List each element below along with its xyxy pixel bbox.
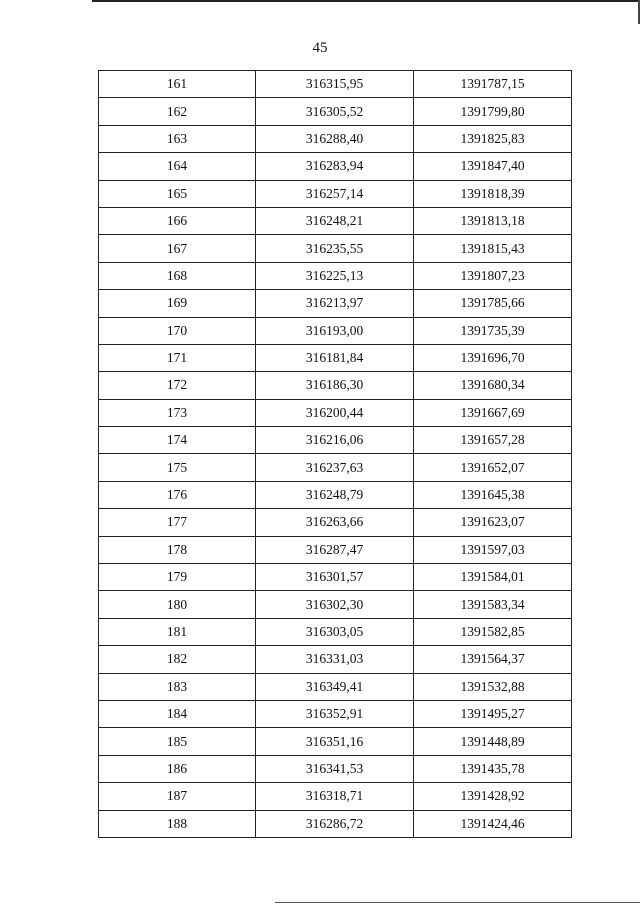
x-coordinate-cell: 316303,05 [256, 618, 414, 645]
point-number-cell: 161 [99, 71, 256, 98]
y-coordinate-cell: 1391424,46 [414, 810, 572, 837]
table-row [99, 618, 572, 645]
point-number-cell: 175 [99, 454, 256, 481]
scan-edge-bottom [275, 902, 640, 903]
x-coordinate-cell: 316351,16 [256, 728, 414, 755]
point-number-cell: 166 [99, 207, 256, 234]
x-coordinate-cell: 316302,30 [256, 591, 414, 618]
x-coordinate-cell: 316193,00 [256, 317, 414, 344]
point-number-cell: 170 [99, 317, 256, 344]
table-row [99, 180, 572, 207]
x-coordinate-cell: 316248,21 [256, 207, 414, 234]
point-number-cell: 168 [99, 262, 256, 289]
table-row [99, 290, 572, 317]
y-coordinate-cell: 1391657,28 [414, 427, 572, 454]
y-coordinate-cell: 1391696,70 [414, 344, 572, 371]
point-number-cell: 181 [99, 618, 256, 645]
table-row [99, 591, 572, 618]
y-coordinate-cell: 1391807,23 [414, 262, 572, 289]
point-number-cell: 188 [99, 810, 256, 837]
table-row [99, 481, 572, 508]
point-number-cell: 182 [99, 646, 256, 673]
x-coordinate-cell: 316286,72 [256, 810, 414, 837]
x-coordinate-cell: 316315,95 [256, 71, 414, 98]
table-row [99, 536, 572, 563]
x-coordinate-cell: 316341,53 [256, 755, 414, 782]
x-coordinate-cell: 316352,91 [256, 700, 414, 727]
y-coordinate-cell: 1391584,01 [414, 564, 572, 591]
table-row [99, 262, 572, 289]
y-coordinate-cell: 1391825,83 [414, 125, 572, 152]
point-number-cell: 187 [99, 783, 256, 810]
x-coordinate-cell: 316213,97 [256, 290, 414, 317]
point-number-cell: 186 [99, 755, 256, 782]
y-coordinate-cell: 1391680,34 [414, 372, 572, 399]
x-coordinate-cell: 316305,52 [256, 98, 414, 125]
y-coordinate-cell: 1391847,40 [414, 153, 572, 180]
table-row [99, 454, 572, 481]
x-coordinate-cell: 316263,66 [256, 509, 414, 536]
y-coordinate-cell: 1391813,18 [414, 207, 572, 234]
scan-edge-top [92, 0, 640, 2]
coordinates-table [98, 70, 572, 838]
x-coordinate-cell: 316257,14 [256, 180, 414, 207]
point-number-cell: 171 [99, 344, 256, 371]
point-number-cell: 169 [99, 290, 256, 317]
table-row [99, 728, 572, 755]
x-coordinate-cell: 316181,84 [256, 344, 414, 371]
table-row [99, 564, 572, 591]
x-coordinate-cell: 316331,03 [256, 646, 414, 673]
x-coordinate-cell: 316288,40 [256, 125, 414, 152]
point-number-cell: 184 [99, 700, 256, 727]
y-coordinate-cell: 1391815,43 [414, 235, 572, 262]
point-number-cell: 179 [99, 564, 256, 591]
point-number-cell: 177 [99, 509, 256, 536]
y-coordinate-cell: 1391564,37 [414, 646, 572, 673]
x-coordinate-cell: 316349,41 [256, 673, 414, 700]
y-coordinate-cell: 1391652,07 [414, 454, 572, 481]
y-coordinate-cell: 1391623,07 [414, 509, 572, 536]
x-coordinate-cell: 316318,71 [256, 783, 414, 810]
table-row [99, 344, 572, 371]
x-coordinate-cell: 316301,57 [256, 564, 414, 591]
table-row [99, 125, 572, 152]
table-row [99, 153, 572, 180]
table-row [99, 509, 572, 536]
table-row [99, 810, 572, 837]
y-coordinate-cell: 1391532,88 [414, 673, 572, 700]
table-row [99, 235, 572, 262]
table-row [99, 207, 572, 234]
y-coordinate-cell: 1391799,80 [414, 98, 572, 125]
x-coordinate-cell: 316235,55 [256, 235, 414, 262]
page-number: 45 [312, 40, 328, 56]
y-coordinate-cell: 1391667,69 [414, 399, 572, 426]
point-number-cell: 173 [99, 399, 256, 426]
y-coordinate-cell: 1391787,15 [414, 71, 572, 98]
table-row [99, 98, 572, 125]
point-number-cell: 183 [99, 673, 256, 700]
y-coordinate-cell: 1391435,78 [414, 755, 572, 782]
table-row [99, 399, 572, 426]
table-row [99, 700, 572, 727]
point-number-cell: 185 [99, 728, 256, 755]
x-coordinate-cell: 316248,79 [256, 481, 414, 508]
table-row [99, 317, 572, 344]
x-coordinate-cell: 316225,13 [256, 262, 414, 289]
y-coordinate-cell: 1391785,66 [414, 290, 572, 317]
x-coordinate-cell: 316186,30 [256, 372, 414, 399]
y-coordinate-cell: 1391583,34 [414, 591, 572, 618]
y-coordinate-cell: 1391735,39 [414, 317, 572, 344]
x-coordinate-cell: 316283,94 [256, 153, 414, 180]
coordinates-table-body [99, 71, 572, 838]
point-number-cell: 167 [99, 235, 256, 262]
table-row [99, 783, 572, 810]
point-number-cell: 180 [99, 591, 256, 618]
y-coordinate-cell: 1391818,39 [414, 180, 572, 207]
x-coordinate-cell: 316216,06 [256, 427, 414, 454]
table-row [99, 646, 572, 673]
point-number-cell: 165 [99, 180, 256, 207]
x-coordinate-cell: 316287,47 [256, 536, 414, 563]
x-coordinate-cell: 316237,63 [256, 454, 414, 481]
point-number-cell: 174 [99, 427, 256, 454]
table-row [99, 673, 572, 700]
y-coordinate-cell: 1391448,89 [414, 728, 572, 755]
y-coordinate-cell: 1391597,03 [414, 536, 572, 563]
point-number-cell: 164 [99, 153, 256, 180]
x-coordinate-cell: 316200,44 [256, 399, 414, 426]
table-row [99, 372, 572, 399]
point-number-cell: 172 [99, 372, 256, 399]
point-number-cell: 163 [99, 125, 256, 152]
point-number-cell: 176 [99, 481, 256, 508]
point-number-cell: 162 [99, 98, 256, 125]
y-coordinate-cell: 1391582,85 [414, 618, 572, 645]
table-row [99, 427, 572, 454]
table-row [99, 71, 572, 98]
y-coordinate-cell: 1391428,92 [414, 783, 572, 810]
table-row [99, 755, 572, 782]
point-number-cell: 178 [99, 536, 256, 563]
y-coordinate-cell: 1391645,38 [414, 481, 572, 508]
y-coordinate-cell: 1391495,27 [414, 700, 572, 727]
